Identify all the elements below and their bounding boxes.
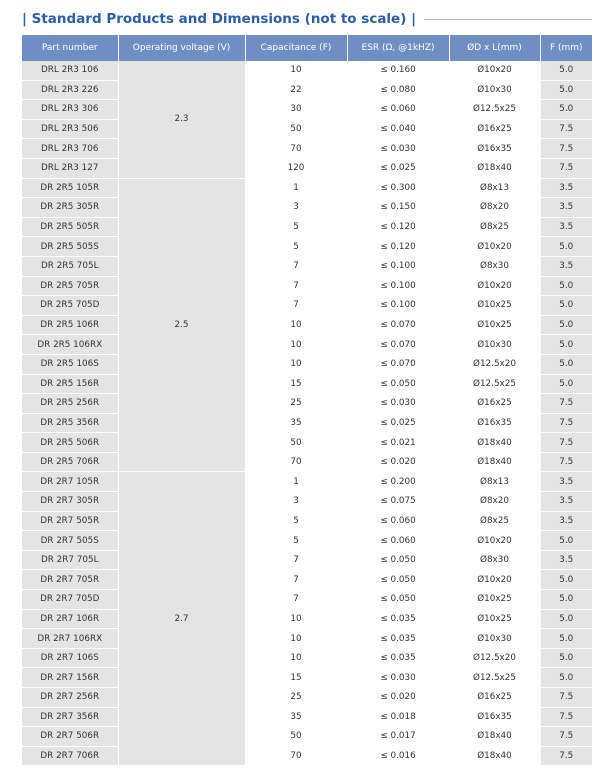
table-row xyxy=(22,609,592,629)
capacitance-cell: 3 xyxy=(245,492,347,512)
part-number-cell: DR 2R7 305R xyxy=(22,492,118,512)
table-row xyxy=(22,550,592,570)
capacitance-cell: 5 xyxy=(245,511,347,531)
esr-cell: ≤ 0.040 xyxy=(347,119,449,139)
dimensions-cell: Ø18x40 xyxy=(449,433,540,453)
table-row xyxy=(22,394,592,414)
lead-spacing-cell: 7.5 xyxy=(540,727,592,747)
table-row xyxy=(22,452,592,472)
part-number-cell: DR 2R7 705D xyxy=(22,590,118,610)
esr-cell: ≤ 0.070 xyxy=(347,315,449,335)
dimensions-cell: Ø8x25 xyxy=(449,217,540,237)
dimensions-cell: Ø18x40 xyxy=(449,727,540,747)
operating-voltage-cell: 2.5 xyxy=(118,178,245,472)
header-part-number: Part number xyxy=(22,35,118,61)
dimensions-cell: Ø16x35 xyxy=(449,139,540,159)
lead-spacing-cell: 5.0 xyxy=(540,237,592,257)
dimensions-cell: Ø8x30 xyxy=(449,550,540,570)
capacitance-cell: 10 xyxy=(245,648,347,668)
esr-cell: ≤ 0.016 xyxy=(347,746,449,766)
esr-cell: ≤ 0.030 xyxy=(347,139,449,159)
lead-spacing-cell: 7.5 xyxy=(540,688,592,708)
lead-spacing-cell: 3.5 xyxy=(540,217,592,237)
capacitance-cell: 10 xyxy=(245,609,347,629)
header-capacitance: Capacitance (F) xyxy=(245,35,347,61)
dimensions-cell: Ø10x20 xyxy=(449,570,540,590)
table-row xyxy=(22,472,592,492)
part-number-cell: DR 2R7 706R xyxy=(22,746,118,766)
capacitance-cell: 70 xyxy=(245,139,347,159)
dimensions-cell: Ø12.5x20 xyxy=(449,354,540,374)
part-number-cell: DR 2R5 256R xyxy=(22,394,118,414)
dimensions-cell: Ø18x40 xyxy=(449,158,540,178)
lead-spacing-cell: 7.5 xyxy=(540,158,592,178)
table-row xyxy=(22,492,592,512)
table-row xyxy=(22,256,592,276)
lead-spacing-cell: 3.5 xyxy=(540,472,592,492)
lead-spacing-cell: 7.5 xyxy=(540,707,592,727)
capacitance-cell: 10 xyxy=(245,61,347,80)
dimensions-cell: Ø10x20 xyxy=(449,531,540,551)
part-number-cell: DR 2R7 505R xyxy=(22,511,118,531)
part-number-cell: DR 2R5 506R xyxy=(22,433,118,453)
capacitance-cell: 3 xyxy=(245,198,347,218)
table-row xyxy=(22,511,592,531)
part-number-cell: DR 2R5 106R xyxy=(22,315,118,335)
esr-cell: ≤ 0.017 xyxy=(347,727,449,747)
table-row xyxy=(22,570,592,590)
capacitance-cell: 25 xyxy=(245,394,347,414)
part-number-cell: DRL 2R3 226 xyxy=(22,80,118,100)
dimensions-cell: Ø10x25 xyxy=(449,609,540,629)
table-row xyxy=(22,237,592,257)
esr-cell: ≤ 0.300 xyxy=(347,178,449,198)
part-number-cell: DR 2R5 706R xyxy=(22,452,118,472)
table-row xyxy=(22,296,592,316)
dimensions-cell: Ø12.5x25 xyxy=(449,668,540,688)
esr-cell: ≤ 0.035 xyxy=(347,609,449,629)
lead-spacing-cell: 5.0 xyxy=(540,276,592,296)
lead-spacing-cell: 5.0 xyxy=(540,648,592,668)
capacitance-cell: 5 xyxy=(245,531,347,551)
dimensions-cell: Ø8x20 xyxy=(449,198,540,218)
table-row xyxy=(22,276,592,296)
part-number-cell: DR 2R5 156R xyxy=(22,374,118,394)
capacitance-cell: 50 xyxy=(245,727,347,747)
capacitance-cell: 5 xyxy=(245,237,347,257)
part-number-cell: DRL 2R3 127 xyxy=(22,158,118,178)
capacitance-cell: 7 xyxy=(245,590,347,610)
esr-cell: ≤ 0.035 xyxy=(347,629,449,649)
capacitance-cell: 70 xyxy=(245,746,347,766)
esr-cell: ≤ 0.150 xyxy=(347,198,449,218)
dimensions-cell: Ø8x13 xyxy=(449,178,540,198)
esr-cell: ≤ 0.030 xyxy=(347,668,449,688)
dimensions-cell: Ø8x25 xyxy=(449,511,540,531)
esr-cell: ≤ 0.080 xyxy=(347,80,449,100)
part-number-cell: DRL 2R3 506 xyxy=(22,119,118,139)
dimensions-cell: Ø10x30 xyxy=(449,80,540,100)
lead-spacing-cell: 5.0 xyxy=(540,354,592,374)
operating-voltage-cell: 2.7 xyxy=(118,472,245,766)
table-row xyxy=(22,158,592,178)
table-row xyxy=(22,61,592,80)
part-number-cell: DR 2R7 105R xyxy=(22,472,118,492)
lead-spacing-cell: 7.5 xyxy=(540,433,592,453)
lead-spacing-cell: 5.0 xyxy=(540,374,592,394)
table-row xyxy=(22,433,592,453)
esr-cell: ≤ 0.100 xyxy=(347,256,449,276)
part-number-cell: DR 2R7 505S xyxy=(22,531,118,551)
lead-spacing-cell: 5.0 xyxy=(540,61,592,80)
esr-cell: ≤ 0.050 xyxy=(347,550,449,570)
table-row xyxy=(22,668,592,688)
lead-spacing-cell: 3.5 xyxy=(540,550,592,570)
esr-cell: ≤ 0.120 xyxy=(347,237,449,257)
part-number-cell: DR 2R7 705L xyxy=(22,550,118,570)
part-number-cell: DR 2R7 356R xyxy=(22,707,118,727)
esr-cell: ≤ 0.060 xyxy=(347,531,449,551)
part-number-cell: DR 2R5 305R xyxy=(22,198,118,218)
table-row xyxy=(22,590,592,610)
table-row xyxy=(22,688,592,708)
esr-cell: ≤ 0.100 xyxy=(347,296,449,316)
table-row xyxy=(22,629,592,649)
capacitance-cell: 50 xyxy=(245,433,347,453)
esr-cell: ≤ 0.018 xyxy=(347,707,449,727)
lead-spacing-cell: 5.0 xyxy=(540,590,592,610)
lead-spacing-cell: 3.5 xyxy=(540,178,592,198)
dimensions-cell: Ø16x25 xyxy=(449,394,540,414)
header-lead-spacing: F (mm) xyxy=(540,35,592,61)
table-row xyxy=(22,374,592,394)
capacitance-cell: 22 xyxy=(245,80,347,100)
table-row xyxy=(22,707,592,727)
part-number-cell: DR 2R7 705R xyxy=(22,570,118,590)
dimensions-cell: Ø12.5x25 xyxy=(449,100,540,120)
capacitance-cell: 35 xyxy=(245,707,347,727)
part-number-cell: DR 2R5 505S xyxy=(22,237,118,257)
dimensions-cell: Ø16x25 xyxy=(449,119,540,139)
dimensions-cell: Ø12.5x25 xyxy=(449,374,540,394)
capacitance-cell: 10 xyxy=(245,335,347,355)
esr-cell: ≤ 0.021 xyxy=(347,433,449,453)
table-row xyxy=(22,119,592,139)
header-esr: ESR (Ω, @1kHZ) xyxy=(347,35,449,61)
products-dimensions-table xyxy=(22,35,592,766)
part-number-cell: DR 2R5 105R xyxy=(22,178,118,198)
lead-spacing-cell: 3.5 xyxy=(540,256,592,276)
part-number-cell: DRL 2R3 706 xyxy=(22,139,118,159)
dimensions-cell: Ø10x25 xyxy=(449,296,540,316)
esr-cell: ≤ 0.050 xyxy=(347,374,449,394)
lead-spacing-cell: 5.0 xyxy=(540,100,592,120)
esr-cell: ≤ 0.050 xyxy=(347,590,449,610)
part-number-cell: DR 2R7 106S xyxy=(22,648,118,668)
dimensions-cell: Ø8x13 xyxy=(449,472,540,492)
esr-cell: ≤ 0.030 xyxy=(347,394,449,414)
part-number-cell: DR 2R5 705R xyxy=(22,276,118,296)
capacitance-cell: 10 xyxy=(245,354,347,374)
lead-spacing-cell: 3.5 xyxy=(540,198,592,218)
esr-cell: ≤ 0.060 xyxy=(347,100,449,120)
esr-cell: ≤ 0.060 xyxy=(347,511,449,531)
table-row xyxy=(22,80,592,100)
lead-spacing-cell: 5.0 xyxy=(540,609,592,629)
table-row xyxy=(22,335,592,355)
lead-spacing-cell: 7.5 xyxy=(540,452,592,472)
header-dimensions: ØD x L(mm) xyxy=(449,35,540,61)
table-row xyxy=(22,198,592,218)
capacitance-cell: 7 xyxy=(245,276,347,296)
table-row xyxy=(22,746,592,766)
table-row xyxy=(22,217,592,237)
capacitance-cell: 5 xyxy=(245,217,347,237)
part-number-cell: DR 2R7 156R xyxy=(22,668,118,688)
lead-spacing-cell: 5.0 xyxy=(540,315,592,335)
capacitance-cell: 1 xyxy=(245,472,347,492)
esr-cell: ≤ 0.070 xyxy=(347,354,449,374)
dimensions-cell: Ø10x20 xyxy=(449,61,540,80)
capacitance-cell: 7 xyxy=(245,550,347,570)
esr-cell: ≤ 0.050 xyxy=(347,570,449,590)
esr-cell: ≤ 0.075 xyxy=(347,492,449,512)
lead-spacing-cell: 5.0 xyxy=(540,570,592,590)
dimensions-cell: Ø12.5x20 xyxy=(449,648,540,668)
table-body xyxy=(22,61,592,766)
esr-cell: ≤ 0.025 xyxy=(347,158,449,178)
title-divider xyxy=(424,19,592,20)
lead-spacing-cell: 5.0 xyxy=(540,629,592,649)
table-row xyxy=(22,100,592,120)
section-header xyxy=(22,8,592,30)
esr-cell: ≤ 0.160 xyxy=(347,61,449,80)
capacitance-cell: 7 xyxy=(245,256,347,276)
table-row xyxy=(22,139,592,159)
esr-cell: ≤ 0.070 xyxy=(347,335,449,355)
part-number-cell: DRL 2R3 106 xyxy=(22,61,118,80)
table-row xyxy=(22,315,592,335)
capacitance-cell: 70 xyxy=(245,452,347,472)
capacitance-cell: 30 xyxy=(245,100,347,120)
part-number-cell: DR 2R7 106R xyxy=(22,609,118,629)
table-row xyxy=(22,413,592,433)
capacitance-cell: 10 xyxy=(245,315,347,335)
table-row xyxy=(22,531,592,551)
part-number-cell: DRL 2R3 306 xyxy=(22,100,118,120)
capacitance-cell: 120 xyxy=(245,158,347,178)
esr-cell: ≤ 0.035 xyxy=(347,648,449,668)
table-header-row xyxy=(22,35,592,61)
dimensions-cell: Ø16x25 xyxy=(449,688,540,708)
part-number-cell: DR 2R5 705D xyxy=(22,296,118,316)
dimensions-cell: Ø10x25 xyxy=(449,590,540,610)
esr-cell: ≤ 0.020 xyxy=(347,452,449,472)
lead-spacing-cell: 3.5 xyxy=(540,511,592,531)
lead-spacing-cell: 5.0 xyxy=(540,296,592,316)
capacitance-cell: 15 xyxy=(245,374,347,394)
capacitance-cell: 35 xyxy=(245,413,347,433)
esr-cell: ≤ 0.200 xyxy=(347,472,449,492)
capacitance-cell: 50 xyxy=(245,119,347,139)
table-row xyxy=(22,354,592,374)
capacitance-cell: 25 xyxy=(245,688,347,708)
header-operating-voltage: Operating voltage (V) xyxy=(118,35,245,61)
dimensions-cell: Ø10x25 xyxy=(449,315,540,335)
table-row xyxy=(22,727,592,747)
esr-cell: ≤ 0.120 xyxy=(347,217,449,237)
lead-spacing-cell: 7.5 xyxy=(540,746,592,766)
dimensions-cell: Ø16x35 xyxy=(449,413,540,433)
dimensions-cell: Ø18x40 xyxy=(449,746,540,766)
capacitance-cell: 1 xyxy=(245,178,347,198)
lead-spacing-cell: 5.0 xyxy=(540,668,592,688)
dimensions-cell: Ø8x30 xyxy=(449,256,540,276)
dimensions-cell: Ø10x20 xyxy=(449,276,540,296)
lead-spacing-cell: 5.0 xyxy=(540,531,592,551)
dimensions-cell: Ø8x20 xyxy=(449,492,540,512)
lead-spacing-cell: 7.5 xyxy=(540,139,592,159)
table-row xyxy=(22,648,592,668)
part-number-cell: DR 2R7 256R xyxy=(22,688,118,708)
part-number-cell: DR 2R5 505R xyxy=(22,217,118,237)
lead-spacing-cell: 7.5 xyxy=(540,413,592,433)
dimensions-cell: Ø10x20 xyxy=(449,237,540,257)
lead-spacing-cell: 7.5 xyxy=(540,394,592,414)
table-row xyxy=(22,178,592,198)
part-number-cell: DR 2R5 705L xyxy=(22,256,118,276)
esr-cell: ≤ 0.020 xyxy=(347,688,449,708)
capacitance-cell: 15 xyxy=(245,668,347,688)
lead-spacing-cell: 5.0 xyxy=(540,80,592,100)
part-number-cell: DR 2R7 106RX xyxy=(22,629,118,649)
capacitance-cell: 7 xyxy=(245,296,347,316)
dimensions-cell: Ø18x40 xyxy=(449,452,540,472)
part-number-cell: DR 2R7 506R xyxy=(22,727,118,747)
page-title: | Standard Products and Dimensions (not to scale) | xyxy=(22,11,417,27)
esr-cell: ≤ 0.100 xyxy=(347,276,449,296)
part-number-cell: DR 2R5 106RX xyxy=(22,335,118,355)
esr-cell: ≤ 0.025 xyxy=(347,413,449,433)
part-number-cell: DR 2R5 356R xyxy=(22,413,118,433)
dimensions-cell: Ø16x35 xyxy=(449,707,540,727)
lead-spacing-cell: 5.0 xyxy=(540,335,592,355)
operating-voltage-cell: 2.3 xyxy=(118,61,245,178)
capacitance-cell: 10 xyxy=(245,629,347,649)
lead-spacing-cell: 3.5 xyxy=(540,492,592,512)
part-number-cell: DR 2R5 106S xyxy=(22,354,118,374)
capacitance-cell: 7 xyxy=(245,570,347,590)
lead-spacing-cell: 7.5 xyxy=(540,119,592,139)
dimensions-cell: Ø10x30 xyxy=(449,335,540,355)
dimensions-cell: Ø10x30 xyxy=(449,629,540,649)
